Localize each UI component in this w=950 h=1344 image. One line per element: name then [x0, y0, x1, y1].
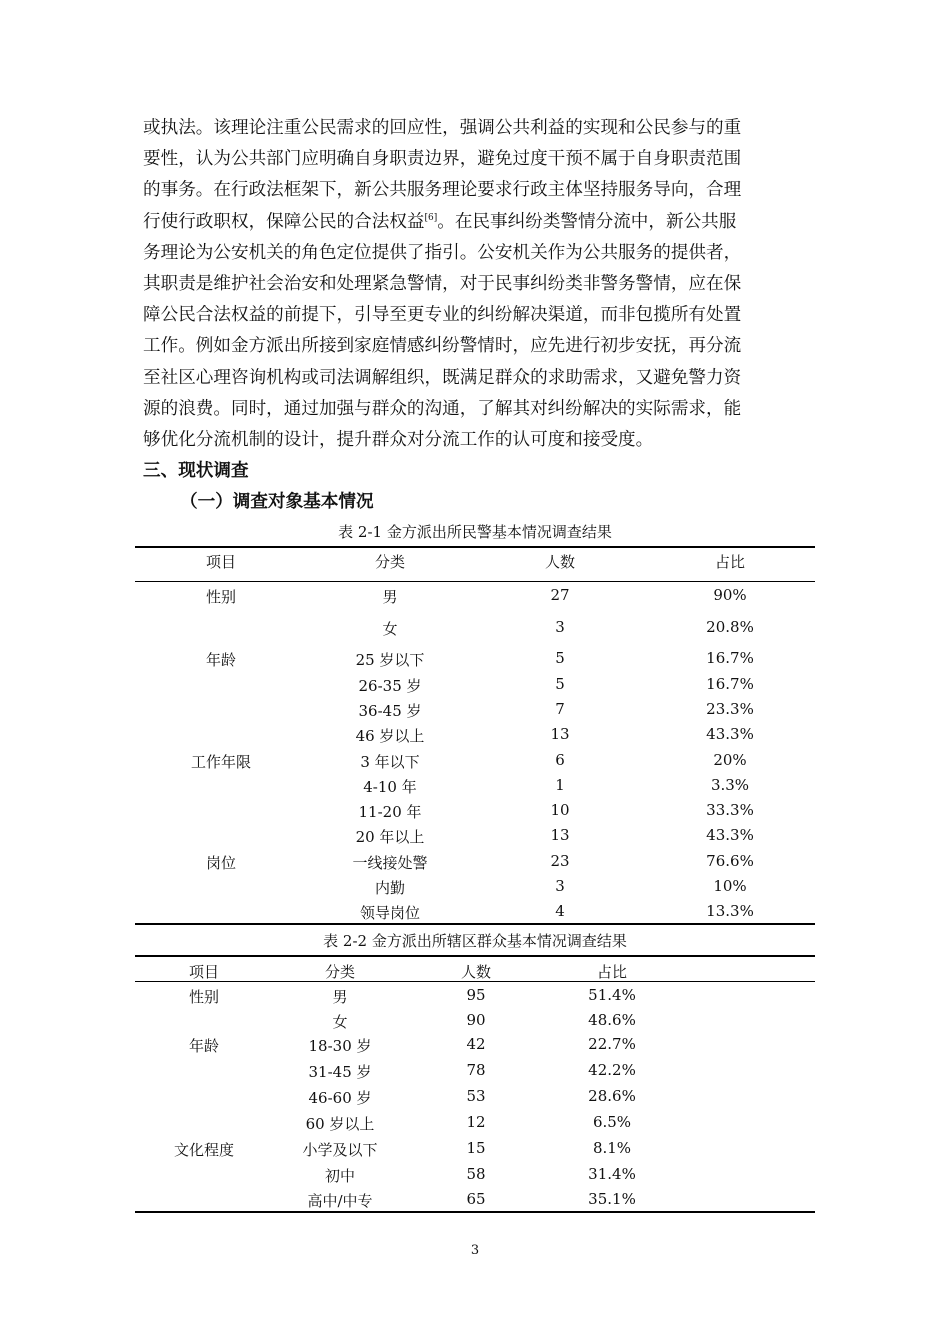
table-cell: 23.3% — [706, 700, 754, 718]
table-cell: 16.7% — [706, 675, 754, 693]
table-cell: 53 — [466, 1087, 486, 1105]
table-cell: 20.8% — [706, 618, 754, 636]
table-cell: 10 — [550, 801, 570, 819]
table-cell: 文化程度 — [173, 1141, 235, 1159]
table-cell: 78 — [466, 1061, 486, 1079]
table-cell: 16.7% — [706, 649, 754, 667]
table-cell: 13 — [550, 826, 570, 844]
table-caption: 表 2-1 金方派出所民警基本情况调查结果 — [338, 523, 612, 541]
table-cell: 13 — [550, 725, 570, 743]
section-heading: 三、现状调查 — [143, 461, 249, 481]
table-caption: 表 2-2 金方派出所辖区群众基本情况调查结果 — [323, 932, 627, 950]
table-cell: 3 年以下 — [360, 753, 420, 771]
table-cell: 22.7% — [588, 1035, 636, 1053]
body-text: 。在民事纠纷类警情分流中，新公共服 — [437, 211, 737, 232]
page-number: 3 — [470, 1243, 480, 1258]
table-cell: 5 — [555, 649, 565, 667]
table-top-rule — [135, 955, 815, 957]
table-cell: 男 — [332, 988, 348, 1006]
citation-ref: [6] — [424, 212, 438, 223]
table-cell: 95 — [466, 986, 486, 1004]
table-cell: 36-45 岁 — [358, 702, 422, 720]
table-cell: 43.3% — [706, 725, 754, 743]
table-cell: 一线接处警 — [352, 854, 428, 872]
table-cell: 初中 — [324, 1167, 356, 1185]
table-cell: 男 — [382, 588, 398, 606]
table-cell: 领导岗位 — [359, 904, 421, 922]
table-cell: 46 岁以上 — [355, 727, 425, 745]
body-line: 障公民合法权益的前提下，引导至更专业的纠纷解决渠道，而非包揽所有处置 — [143, 305, 742, 326]
body-line: 务理论为公安机关的角色定位提供了指引。公安机关作为公共服务的提供者， — [143, 242, 742, 263]
table-cell: 46-60 岁 — [308, 1089, 372, 1107]
table-cell: 1 — [555, 776, 565, 794]
subsection-heading: （一）调查对象基本情况 — [180, 492, 374, 512]
table-cell: 内勤 — [374, 879, 406, 897]
table-cell: 13.3% — [706, 902, 754, 920]
table-cell: 90% — [713, 586, 747, 604]
table-cell: 年龄 — [205, 651, 237, 669]
body-line: 够优化分流机制的设计，提升群众对分流工作的认可度和接受度。 — [143, 430, 654, 451]
table-cell: 11-20 年 — [358, 803, 422, 821]
table-bottom-rule — [135, 1211, 815, 1213]
table-cell: 25 岁以下 — [355, 651, 425, 669]
table-header-cell: 人数 — [460, 963, 492, 981]
table-header-cell: 分类 — [324, 963, 356, 981]
body-line: 源的浪费。同时，通过加强与群众的沟通，了解其对纠纷解决的实际需求，能 — [143, 398, 742, 419]
table-cell: 20 年以上 — [355, 828, 425, 846]
body-line: 至社区心理咨询机构或司法调解组织，既满足群众的求助需求，又避免警力资 — [143, 367, 742, 388]
table-cell: 6.5% — [592, 1113, 632, 1131]
table-cell: 6 — [555, 751, 565, 769]
table-header-cell: 占比 — [714, 553, 746, 571]
table-cell: 43.3% — [706, 826, 754, 844]
table-cell: 65 — [466, 1190, 486, 1208]
table-cell: 3 — [555, 877, 565, 895]
table-cell: 20% — [713, 751, 747, 769]
table-cell: 60 岁以上 — [305, 1115, 375, 1133]
table-cell: 42.2% — [588, 1061, 636, 1079]
table-cell: 90 — [466, 1011, 486, 1029]
table-header-cell: 项目 — [188, 963, 220, 981]
table-header-cell: 人数 — [544, 553, 576, 571]
table-cell: 4-10 年 — [363, 778, 417, 796]
table-cell: 42 — [466, 1035, 486, 1053]
body-line: 的事务。在行政法框架下，新公共服务理论要求行政主体坚持服务导向，合理 — [143, 180, 742, 201]
table-cell: 31-45 岁 — [308, 1063, 372, 1081]
table-cell: 18-30 岁 — [308, 1037, 372, 1055]
body-line: 要性，认为公共部门应明确自身职责边界，避免过度干预不属于自身职责范围 — [143, 149, 742, 170]
table-top-rule — [135, 546, 815, 548]
table-cell: 28.6% — [588, 1087, 636, 1105]
table-header-cell: 项目 — [205, 553, 237, 571]
table-cell: 女 — [382, 620, 398, 638]
body-text: 行使行政职权，保障公民的合法权益 — [143, 211, 425, 232]
table-cell: 年龄 — [188, 1037, 220, 1055]
table-cell: 性别 — [205, 588, 237, 606]
table-cell: 51.4% — [588, 986, 636, 1004]
table-cell: 48.6% — [588, 1011, 636, 1029]
table-cell: 工作年限 — [190, 753, 252, 771]
table-header-rule — [135, 581, 815, 582]
table-cell: 27 — [550, 586, 570, 604]
table-bottom-rule — [135, 923, 815, 925]
body-line: 其职责是维护社会治安和处理紧急警情，对于民事纠纷类非警务警情，应在保 — [143, 274, 742, 295]
table-cell: 76.6% — [706, 852, 754, 870]
body-line: 或执法。该理论注重公民需求的回应性，强调公共利益的实现和公民参与的重 — [143, 118, 742, 138]
table-cell: 12 — [466, 1113, 486, 1131]
table-cell: 岗位 — [205, 854, 237, 872]
body-line: 工作。例如金方派出所接到家庭情感纠纷警情时，应先进行初步安抚，再分流 — [143, 336, 742, 357]
table-cell: 高中/中专 — [307, 1192, 373, 1210]
body-line — [143, 207, 809, 238]
table-cell: 31.4% — [588, 1165, 636, 1183]
body-paragraph — [143, 113, 809, 456]
table-header-cell: 占比 — [596, 963, 628, 981]
table-cell: 5 — [555, 675, 565, 693]
table-cell: 小学及以下 — [302, 1141, 378, 1159]
table-cell: 35.1% — [588, 1190, 636, 1208]
table-cell: 58 — [466, 1165, 486, 1183]
table-cell: 10% — [713, 877, 747, 895]
table-cell: 26-35 岁 — [358, 677, 422, 695]
table-cell: 性别 — [188, 988, 220, 1006]
table-cell: 7 — [555, 700, 565, 718]
table-cell: 33.3% — [706, 801, 754, 819]
table-cell: 3 — [555, 618, 565, 636]
table-header-cell: 分类 — [374, 553, 406, 571]
table-cell: 女 — [332, 1013, 348, 1031]
table-cell: 23 — [550, 852, 570, 870]
table-cell: 4 — [555, 902, 565, 920]
table-cell: 15 — [466, 1139, 486, 1157]
table-cell: 3.3% — [710, 776, 750, 794]
table-cell: 8.1% — [592, 1139, 632, 1157]
